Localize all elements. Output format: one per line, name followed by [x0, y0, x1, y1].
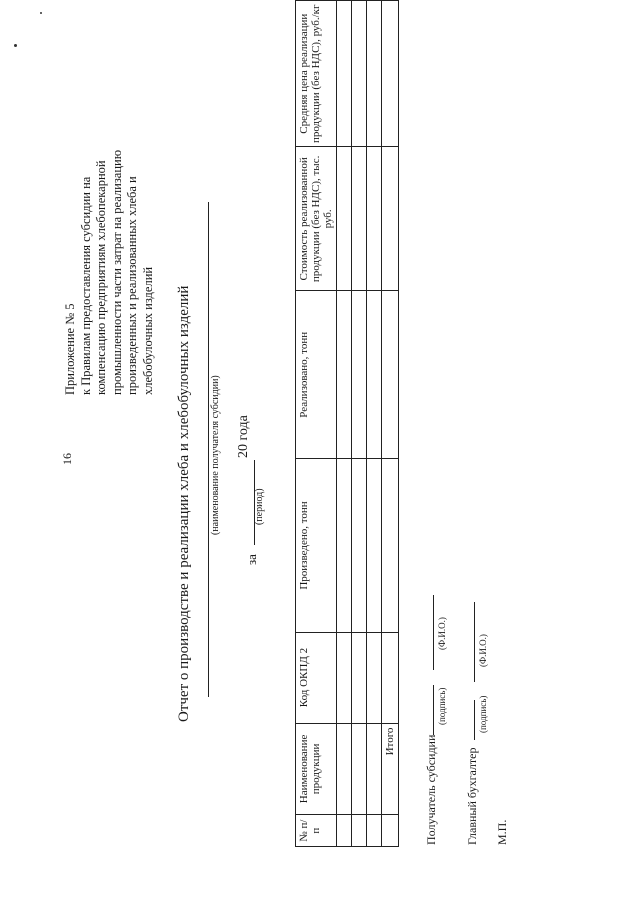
accountant-signature-line [474, 700, 475, 740]
table-cell [337, 291, 352, 459]
table-header-row [296, 1, 337, 847]
table-cell [367, 723, 382, 815]
name-caption: (Ф.И.О.) [437, 617, 447, 650]
header-cell: № п/п [296, 815, 337, 847]
header-cell: Код ОКПД 2 [296, 632, 337, 723]
table-cell [337, 1, 352, 147]
table-cell [337, 632, 352, 723]
annex-line: к Правилам предоставления субсидии на [78, 176, 93, 395]
annex-line: произведенных и реализованных хлеба и [125, 176, 139, 395]
table-row [337, 1, 352, 847]
table-cell [382, 459, 399, 632]
table-cell [352, 147, 367, 291]
recipient-name-line [433, 595, 434, 670]
table-cell [352, 459, 367, 632]
table-cell [337, 815, 352, 847]
period-prefix: за [244, 554, 259, 565]
annex-line: промышленности части затрат на реализацию [109, 149, 124, 395]
period-year: 20 года [236, 415, 251, 458]
header-cell: Наименование продукции [296, 723, 337, 815]
table-cell [382, 815, 399, 847]
page-number: 16 [60, 453, 74, 465]
table-cell [352, 815, 367, 847]
report-title: Отчет о производстве и реализации хлеба и хлебобулочных изделий [176, 285, 192, 722]
table-cell [337, 459, 352, 632]
recipient-signature-label: Получатель субсидии [424, 734, 438, 845]
header-cell: Средняя цена реализации продукции (без НДС), руб./кг [296, 1, 337, 147]
header-cell: Произведено, тонн [296, 459, 337, 632]
recipient-signature-line [433, 685, 434, 735]
annex-line: Приложение № 5 [63, 303, 77, 395]
table-cell [382, 632, 399, 723]
signature-caption: (подпись) [437, 687, 447, 725]
table-cell [367, 632, 382, 723]
total-label: Итого [382, 723, 399, 815]
table-cell [352, 291, 367, 459]
stamp-label: М.П. [495, 819, 509, 845]
accountant-name-line [474, 602, 475, 682]
table-cell [367, 815, 382, 847]
table-row [367, 1, 382, 847]
table-total-row [382, 1, 399, 847]
table-cell [367, 1, 382, 147]
table-cell [352, 632, 367, 723]
table-cell [352, 723, 367, 815]
accountant-signature-label: Главный бухгалтер [465, 747, 479, 845]
annex-line: хлебобулочных изделий [140, 266, 155, 395]
table-cell [367, 459, 382, 632]
table-cell [382, 1, 399, 147]
table-cell [337, 147, 352, 291]
report-table [295, 0, 399, 847]
annex-block [63, 15, 156, 395]
table-row [352, 1, 367, 847]
signature-caption: (подпись) [478, 695, 488, 733]
table-cell [367, 291, 382, 459]
name-caption: (Ф.И.О.) [478, 634, 488, 667]
recipient-name-line [208, 202, 209, 697]
table-cell [382, 291, 399, 459]
header-cell: Реализовано, тонн [296, 291, 337, 459]
table-cell [382, 147, 399, 291]
period-caption: (период) [254, 488, 265, 525]
table-cell [352, 1, 367, 147]
header-cell: Стоимость реализованной продукции (без НДС), тыс. руб. [296, 147, 337, 291]
table-cell [337, 723, 352, 815]
recipient-caption: (наименование получателя субсидии) [210, 375, 221, 535]
annex-line: компенсацию предприятиям хлебопекарной [94, 160, 108, 395]
table-cell [367, 147, 382, 291]
